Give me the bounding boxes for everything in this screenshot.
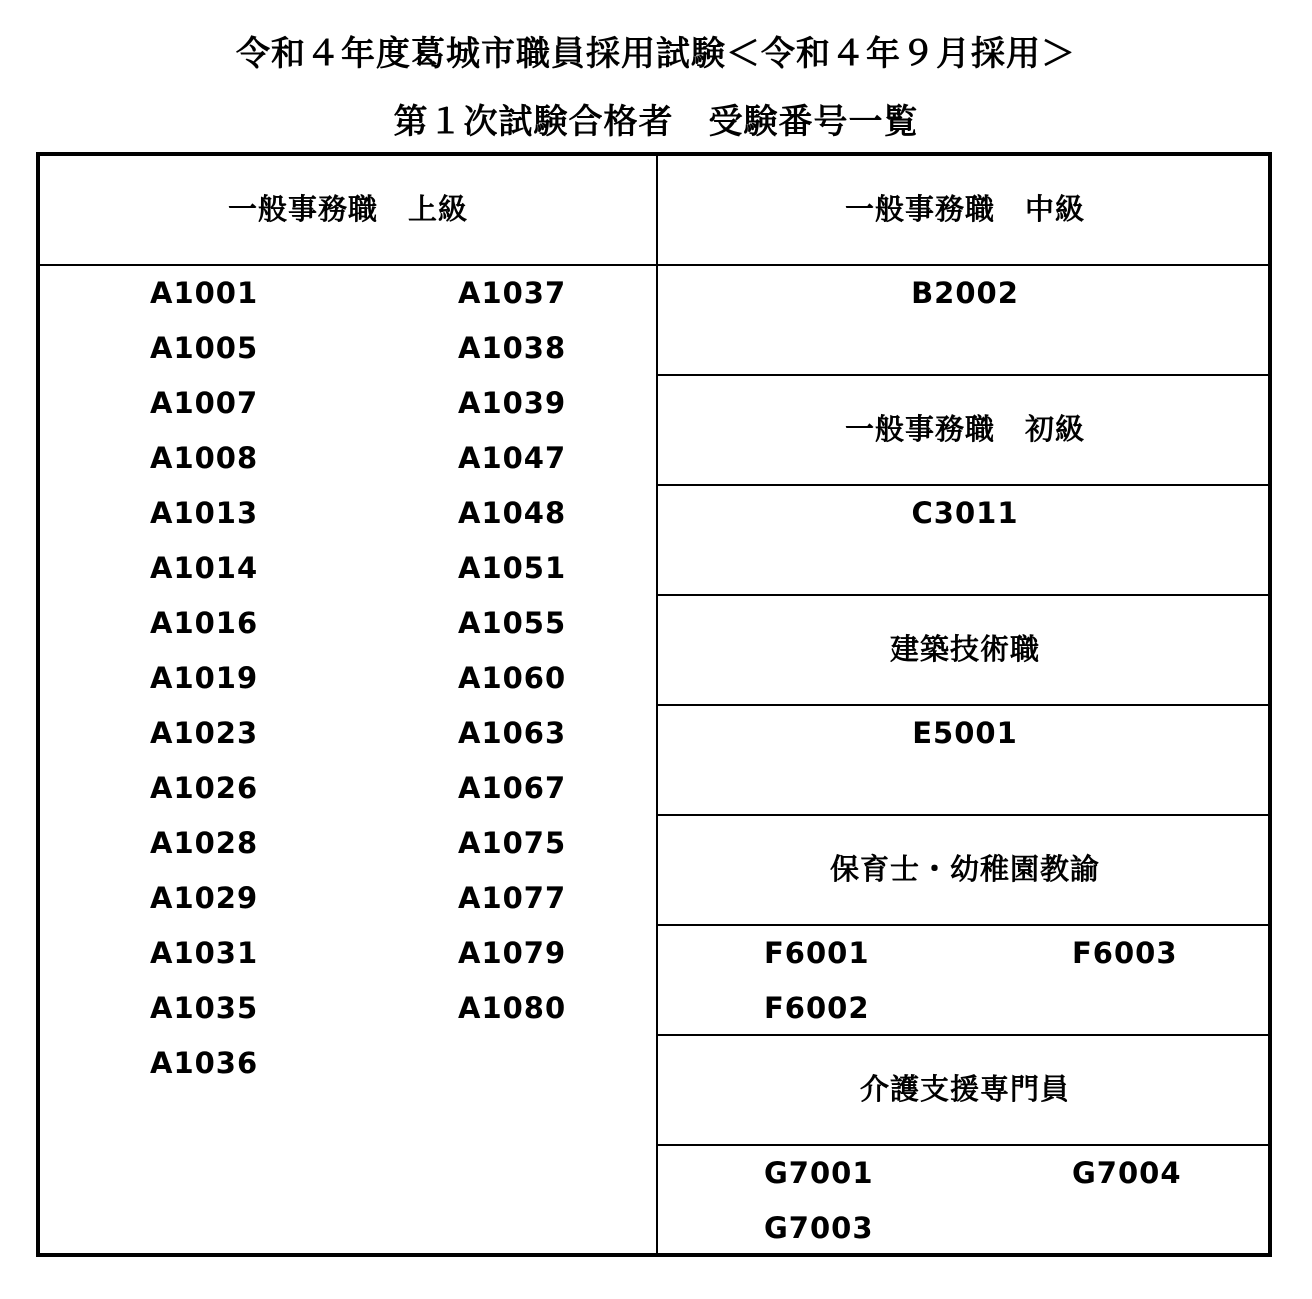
row-divider — [658, 594, 1272, 596]
exam-number: E5001 — [912, 716, 1018, 750]
exam-number: A1023 — [150, 716, 259, 750]
heading-general-middle: 一般事務職 中級 — [844, 192, 1085, 226]
exam-number: A1055 — [458, 606, 567, 640]
exam-number: A1080 — [458, 991, 567, 1025]
heading-architecture: 建築技術職 — [889, 632, 1040, 666]
exam-number: A1048 — [458, 496, 567, 530]
exam-number: A1077 — [458, 881, 567, 915]
exam-number: A1047 — [458, 441, 567, 475]
exam-number: C3011 — [911, 496, 1019, 530]
exam-number: A1038 — [458, 331, 567, 365]
row-divider — [658, 924, 1272, 926]
exam-number: A1067 — [458, 771, 567, 805]
row-divider — [658, 484, 1272, 486]
exam-number: A1039 — [458, 386, 567, 420]
exam-number: A1036 — [150, 1046, 259, 1080]
exam-number: G7001 — [764, 1156, 874, 1190]
exam-number: A1028 — [150, 826, 259, 860]
exam-number: A1079 — [458, 936, 567, 970]
heading-general-beginner: 一般事務職 初級 — [844, 412, 1085, 446]
exam-number: A1016 — [150, 606, 259, 640]
page-title: 令和４年度葛城市職員採用試験＜令和４年９月採用＞ — [236, 34, 1076, 74]
row-divider — [658, 814, 1272, 816]
exam-number: F6001 — [764, 936, 870, 970]
row-divider — [658, 704, 1272, 706]
exam-number: A1013 — [150, 496, 259, 530]
heading-general-upper: 一般事務職 上級 — [227, 192, 468, 226]
exam-number: A1019 — [150, 661, 259, 695]
exam-number: A1031 — [150, 936, 259, 970]
exam-number: B2002 — [911, 276, 1019, 310]
row-divider — [658, 374, 1272, 376]
exam-number: A1037 — [458, 276, 567, 310]
exam-number: F6002 — [764, 991, 870, 1025]
exam-number: A1026 — [150, 771, 259, 805]
exam-number: A1075 — [458, 826, 567, 860]
row-divider — [658, 1144, 1272, 1146]
header-divider — [40, 264, 1272, 266]
exam-number: A1029 — [150, 881, 259, 915]
exam-number: A1005 — [150, 331, 259, 365]
exam-number: A1035 — [150, 991, 259, 1025]
exam-number: A1060 — [458, 661, 567, 695]
exam-number: A1063 — [458, 716, 567, 750]
results-table — [36, 152, 1272, 1257]
row-divider — [658, 1034, 1272, 1036]
page-subtitle: 第１次試験合格者 受験番号一覧 — [393, 102, 919, 142]
exam-number: A1007 — [150, 386, 259, 420]
exam-number: A1001 — [150, 276, 259, 310]
exam-number: F6003 — [1072, 936, 1178, 970]
heading-childcare: 保育士・幼稚園教諭 — [829, 852, 1100, 886]
exam-number: A1051 — [458, 551, 567, 585]
exam-number: G7003 — [764, 1211, 874, 1245]
exam-number: A1014 — [150, 551, 259, 585]
exam-number: G7004 — [1072, 1156, 1182, 1190]
heading-care-manager: 介護支援専門員 — [859, 1072, 1070, 1106]
exam-number: A1008 — [150, 441, 259, 475]
